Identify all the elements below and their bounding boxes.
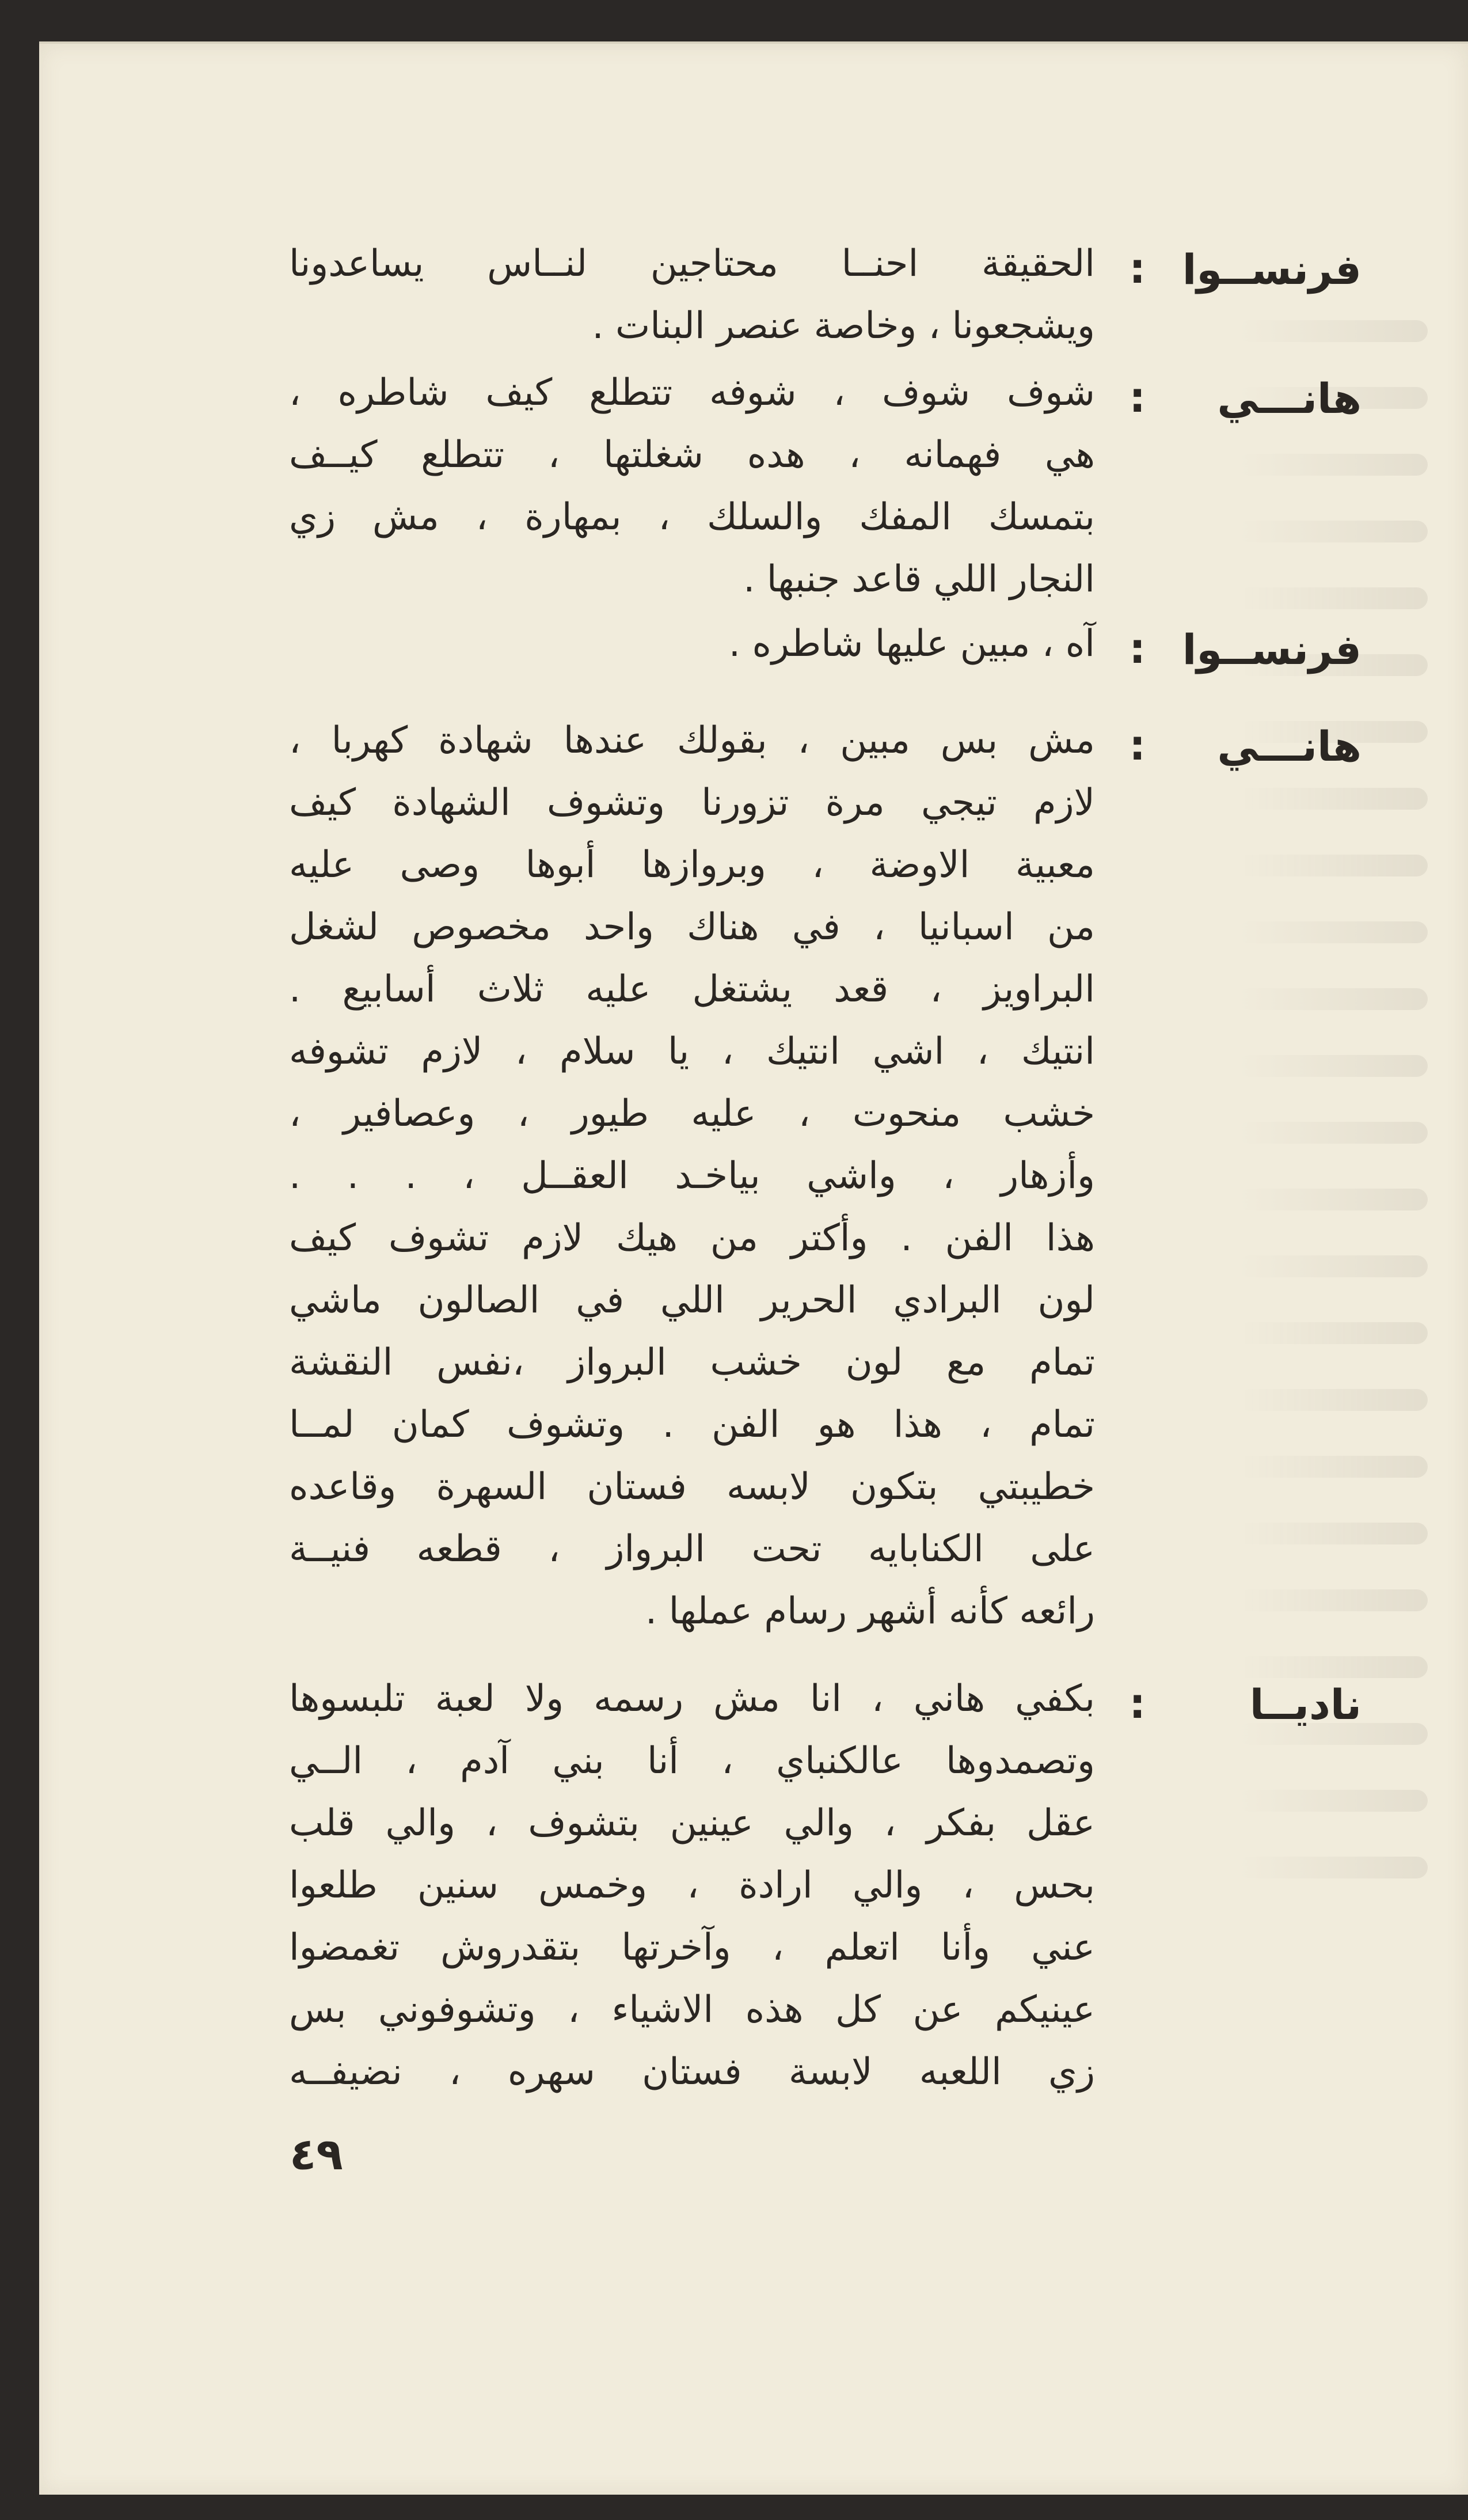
speech-line: شوف شوف ، شوفه تتطلع كيف شاطره ،: [289, 371, 1095, 414]
speaker-colon: :: [1129, 721, 1146, 769]
speech-line: انتيك ، اشي انتيك ، يا سلام ، لازم تشوفه: [289, 1030, 1095, 1073]
speech-line: بكفي هاني ، انا مش رسمه ولا لعبة تلبسوها: [289, 1678, 1095, 1720]
speech-line: لازم تيجي مرة تزورنا وتشوف الشهادة كيف: [289, 781, 1095, 824]
bleed-through-text: [1238, 320, 1428, 1990]
speech-line: وتصمدوها عالكنباي ، أنا بني آدم ، الــي: [289, 1740, 1095, 1782]
speech-line: مش بس مبين ، بقولك عندها شهادة كهربا ،: [289, 719, 1095, 762]
speaker-colon: :: [1129, 373, 1146, 422]
speech-line: بحس ، والي ارادة ، وخمس سنين طلعوا: [289, 1864, 1095, 1907]
speaker-name: فرنســوا: [1182, 245, 1361, 294]
speech-line: عينيكم عن كل هذه الاشياء ، وتشوفوني بس: [289, 1988, 1095, 2031]
speech-line: عقل بفكر ، والي عينين بتشوف ، والي قلب: [289, 1802, 1095, 1845]
speech-line: هذا الفن . وأكتر من هيك لازم تشوف كيف: [289, 1217, 1095, 1259]
speech-line: بتمسك المفك والسلك ، بمهارة ، مش زي: [289, 496, 1095, 538]
speech-line: هي فهمانه ، هده شغلتها ، تتطلع كيــف: [289, 434, 1095, 476]
speech-line: آه ، مبين عليها شاطره .: [728, 623, 1095, 665]
speaker-colon: :: [1129, 1679, 1146, 1728]
speech-line: وأزهار ، واشي بياخـد العقــل ، . . .: [289, 1155, 1095, 1197]
speech-line: خطيبتي بتكون لابسه فستان السهرة وقاعده: [289, 1466, 1095, 1508]
speaker-name: هانـــي: [1217, 722, 1361, 771]
speech-line: معبية الاوضة ، وبروازها أبوها وصى عليه: [289, 844, 1095, 886]
speech-line: من اسبانيا ، في هناك واحد مخصوص لشغل: [289, 906, 1095, 948]
speech-line: البراويز ، قعد يشتغل عليه ثلاث أسابيع .: [289, 968, 1095, 1011]
page-number: ٤٩: [290, 2128, 343, 2180]
speaker-colon: :: [1129, 624, 1146, 673]
speech-line: تمام مع لون خشب البرواز ،نفس النقشة: [289, 1341, 1095, 1384]
speaker-name: هانـــي: [1217, 374, 1361, 423]
speaker-colon: :: [1129, 244, 1146, 293]
book-page: [39, 41, 1468, 2495]
speech-line: ويشجعونا ، وخاصة عنصر البنات .: [592, 305, 1095, 347]
speech-line: الحقيقة احنــا محتاجين لنــاس يساعدونا: [289, 242, 1095, 285]
speaker-name: ناديــا: [1249, 1680, 1361, 1729]
speaker-name: فرنســوا: [1182, 625, 1361, 674]
speech-line: النجار اللي قاعد جنبها .: [743, 558, 1095, 601]
speech-line: عني وأنا اتعلم ، وآخرتها بتقدروش تغمضوا: [289, 1926, 1095, 1969]
speech-line: رائعه كأنه أشهر رسام عملها .: [645, 1590, 1095, 1633]
speech-line: لون البرادي الحرير اللي في الصالون ماشي: [289, 1279, 1095, 1322]
speech-line: خشب منحوت ، عليه طيور ، وعصافير ،: [289, 1092, 1095, 1135]
speech-line: زي اللعبه لابسة فستان سهره ، نضيفــه: [289, 2051, 1095, 2093]
speech-line: على الكنابايه تحت البرواز ، قطعه فنيــة: [289, 1528, 1095, 1570]
speech-line: تمام ، هذا هو الفن . وتشوف كمان لمــا: [289, 1403, 1095, 1446]
